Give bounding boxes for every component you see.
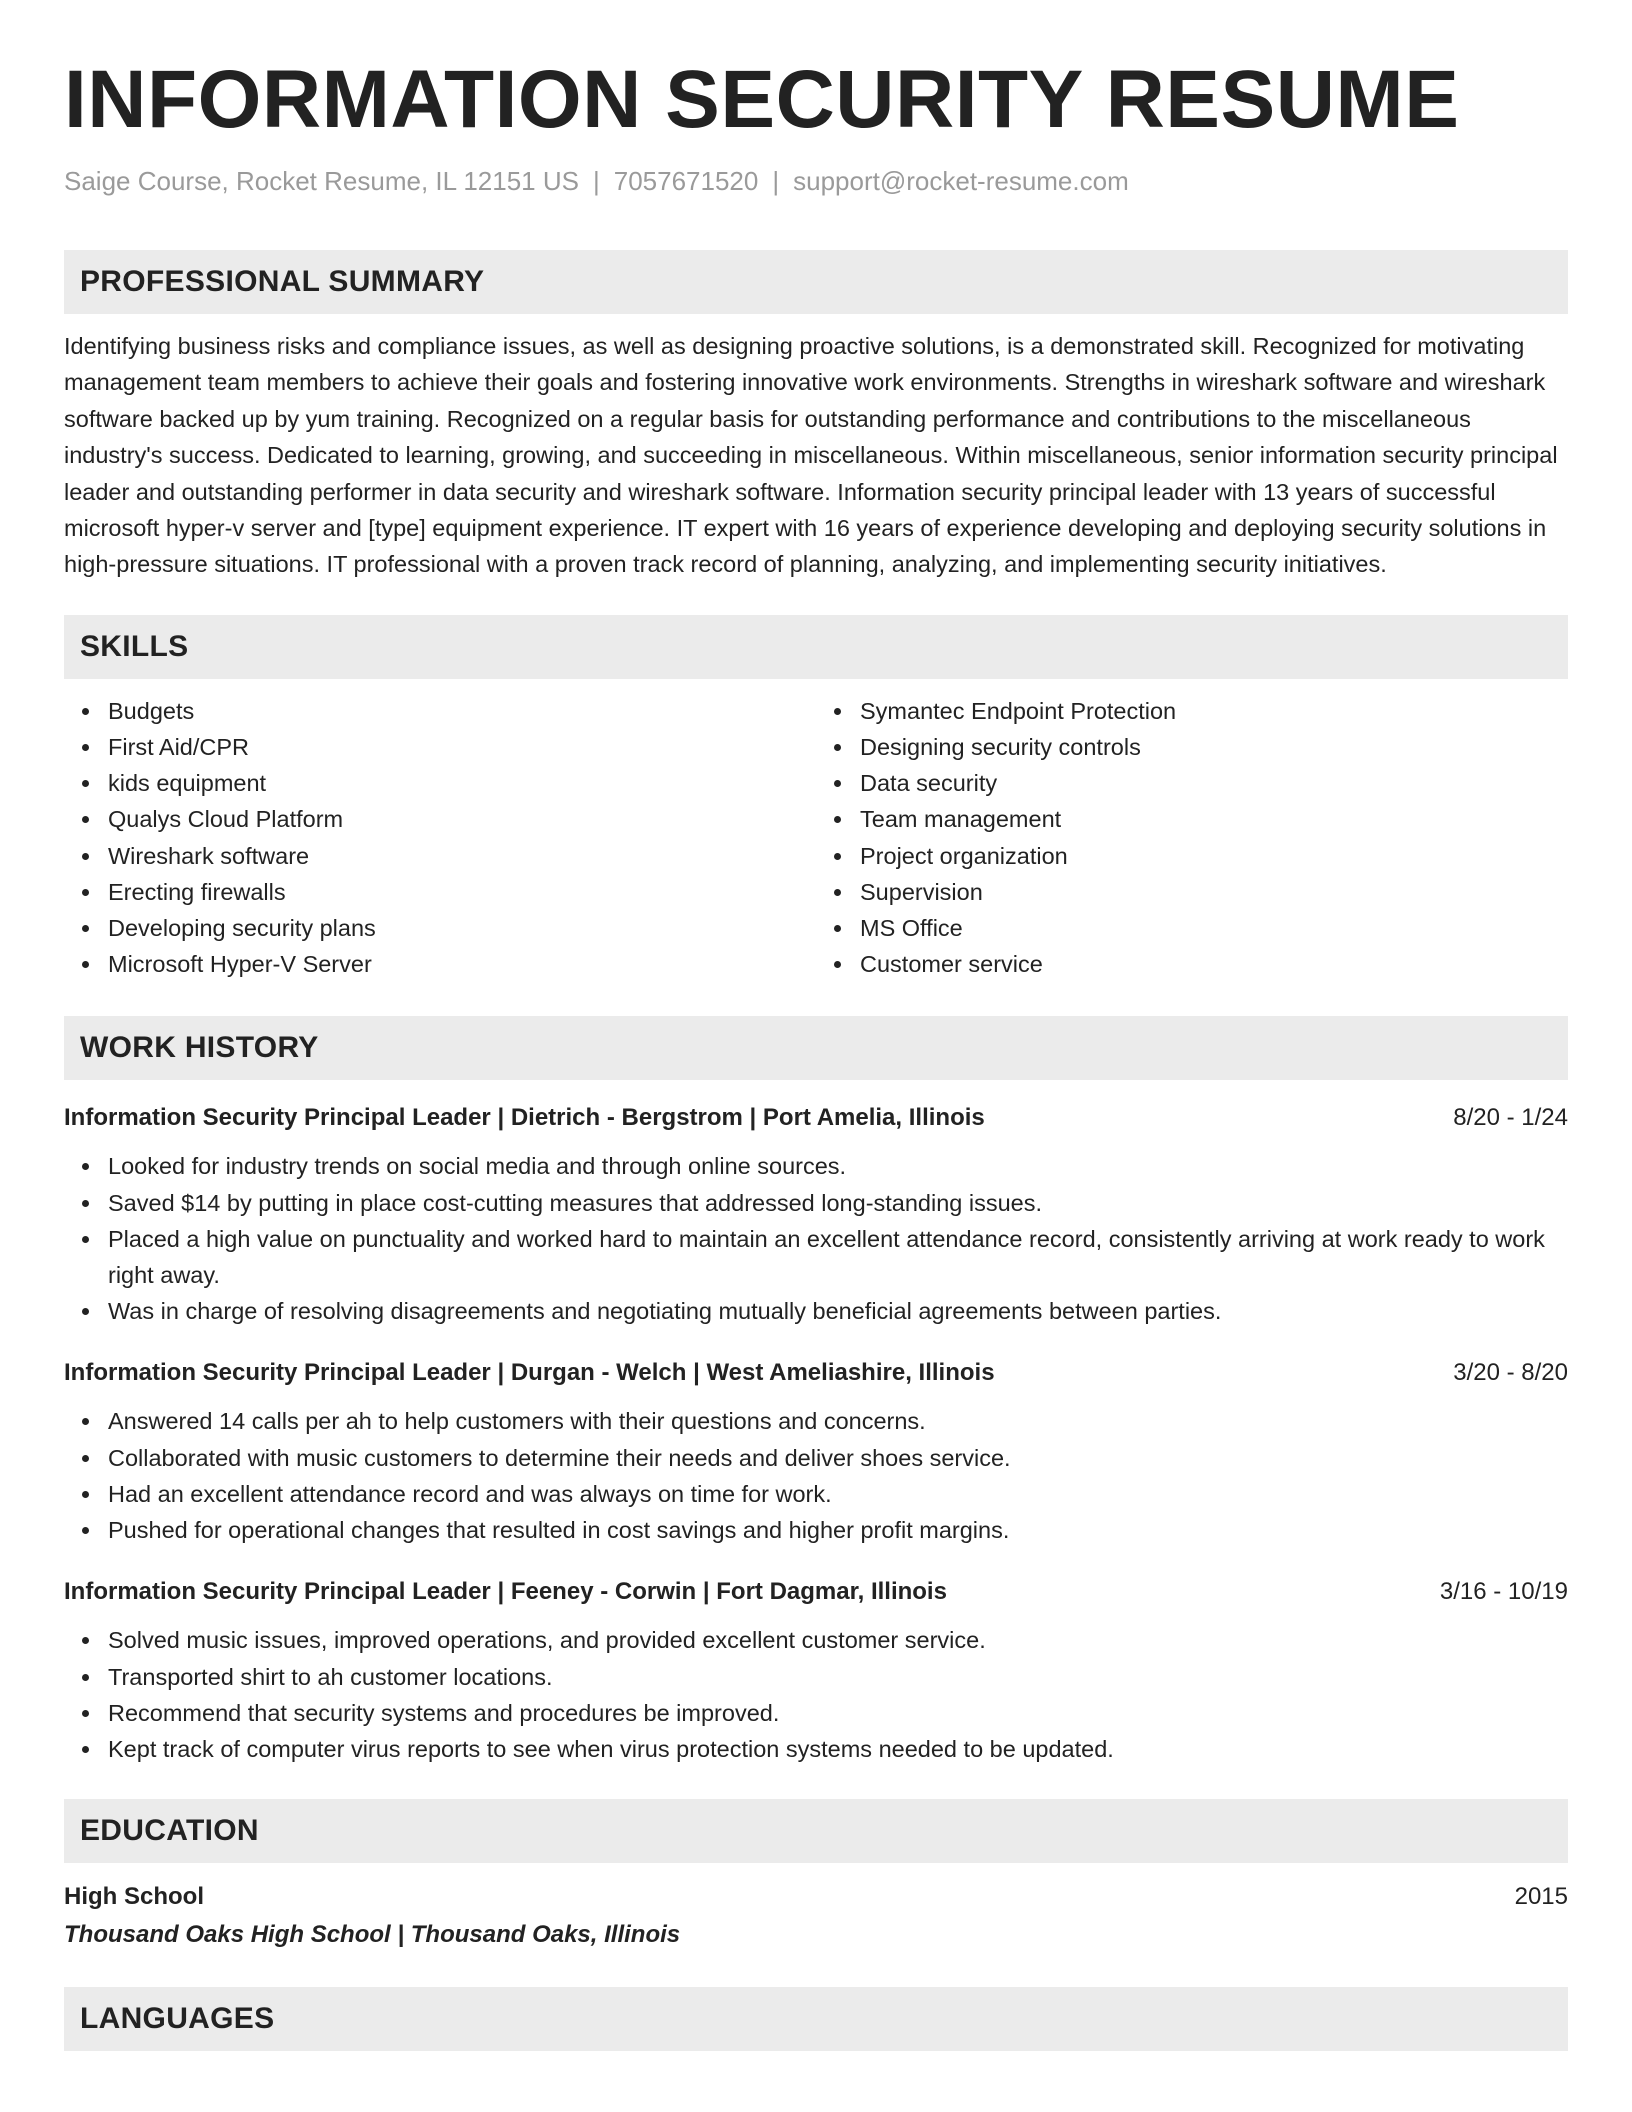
section-header-education: EDUCATION: [64, 1799, 1568, 1863]
job-bullet: Was in charge of resolving disagreements and negotiating mutually beneficial agreements between parties.: [108, 1293, 1568, 1329]
job-bullet: Answered 14 calls per ah to help customers with their questions and concerns.: [108, 1403, 1568, 1439]
job-header: [64, 1100, 1568, 1136]
job-bullet: Transported shirt to ah customer locations.: [108, 1659, 1568, 1695]
skill-item: Designing security controls: [860, 729, 1568, 765]
skill-item: Symantec Endpoint Protection: [860, 693, 1568, 729]
skill-item: First Aid/CPR: [108, 729, 816, 765]
skills-column-right: [816, 693, 1568, 983]
job-entry: [64, 1355, 1568, 1548]
education-entry: [64, 1879, 1568, 1955]
skill-item: Developing security plans: [108, 910, 816, 946]
job-entry: [64, 1574, 1568, 1767]
job-bullet: Kept track of computer virus reports to see when virus protection systems needed to be updated.: [108, 1731, 1568, 1767]
job-bullet: Pushed for operational changes that resulted in cost savings and higher profit margins.: [108, 1512, 1568, 1548]
education-year: 2015: [1514, 1883, 1568, 1911]
skill-item: Project organization: [860, 838, 1568, 874]
section-header-summary: PROFESSIONAL SUMMARY: [64, 250, 1568, 314]
section-header-skills: SKILLS: [64, 615, 1568, 679]
job-header: [64, 1574, 1568, 1610]
summary-text: Identifying business risks and compliance issues, as well as designing proactive solutions, is a demonstrated skill. Recognized for motivating management team members to achieve their goals and fostering innovative work environments. Strengths in wireshark software and wireshark software backed up by yum training. Recognized on a regular basis for outstanding performance and contributions to the miscellaneous industry's success. Dedicated to learning, growing, and succeeding in miscellaneous. Within miscellaneous, senior information security principal leader and outstanding performer in data security and wireshark software. Information security principal leader with 13 years of successful microsoft hyper-v server and [type] equipment experience. IT expert with 16 years of experience developing and deploying security solutions in high-pressure situations. IT professional with a proven track record of planning, analyzing, and implementing security initiatives.: [64, 333, 1558, 578]
job-bullet: Placed a high value on punctuality and worked hard to maintain an excellent attendance record, consistently arriving at work ready to work right away.: [108, 1221, 1568, 1293]
contact-separator: |: [772, 166, 780, 196]
job-bullet: Collaborated with music customers to determine their needs and deliver shoes service.: [108, 1440, 1568, 1476]
job-bullet: Solved music issues, improved operations, and provided excellent customer service.: [108, 1622, 1568, 1658]
skill-item: Qualys Cloud Platform: [108, 801, 816, 837]
job-entry: [64, 1100, 1568, 1329]
job-bullet: Recommend that security systems and procedures be improved.: [108, 1695, 1568, 1731]
job-dates: 8/20 - 1/24: [1453, 1104, 1568, 1132]
resume-title: INFORMATION SECURITY RESUME: [64, 54, 1460, 145]
skill-item: Budgets: [108, 693, 816, 729]
contact-address: Saige Course, Rocket Resume, IL 12151 US: [64, 166, 579, 196]
skill-item: Data security: [860, 765, 1568, 801]
job-bullets: [64, 1403, 1568, 1548]
job-bullet: Looked for industry trends on social media and through online sources.: [108, 1148, 1568, 1184]
job-dates: 3/16 - 10/19: [1439, 1578, 1568, 1606]
job-title: Information Security Principal Leader | Durgan - Welch | West Ameliashire, Illinois: [64, 1359, 995, 1387]
job-bullet: Had an excellent attendance record and was always on time for work.: [108, 1476, 1568, 1512]
skill-item: Erecting firewalls: [108, 874, 816, 910]
skill-item: Wireshark software: [108, 838, 816, 874]
education-degree: High School: [64, 1883, 204, 1911]
skill-item: Team management: [860, 801, 1568, 837]
skill-item: Customer service: [860, 946, 1568, 982]
contact-phone: 7057671520: [613, 166, 759, 196]
job-title: Information Security Principal Leader | Feeney - Corwin | Fort Dagmar, Illinois: [64, 1578, 947, 1606]
education-header: [64, 1879, 1568, 1915]
skill-item: kids equipment: [108, 765, 816, 801]
education-school: Thousand Oaks High School | Thousand Oaks, Illinois: [64, 1921, 681, 1949]
job-bullets: [64, 1622, 1568, 1767]
skills-column-left: [64, 693, 816, 983]
job-bullets: [64, 1148, 1568, 1329]
section-header-work-history: WORK HISTORY: [64, 1016, 1568, 1080]
skill-item: Microsoft Hyper-V Server: [108, 946, 816, 982]
job-header: [64, 1355, 1568, 1391]
section-header-languages: LANGUAGES: [64, 1987, 1568, 2051]
skill-item: Supervision: [860, 874, 1568, 910]
contact-line: [64, 164, 1568, 198]
contact-email: support@rocket-resume.com: [793, 166, 1129, 196]
job-dates: 3/20 - 8/20: [1453, 1359, 1568, 1387]
skills-list: [64, 693, 1568, 983]
job-bullet: Saved $14 by putting in place cost-cutting measures that addressed long-standing issues.: [108, 1185, 1568, 1221]
job-title: Information Security Principal Leader | Dietrich - Bergstrom | Port Amelia, Illinois: [64, 1104, 985, 1132]
skill-item: MS Office: [860, 910, 1568, 946]
contact-separator: |: [592, 166, 600, 196]
